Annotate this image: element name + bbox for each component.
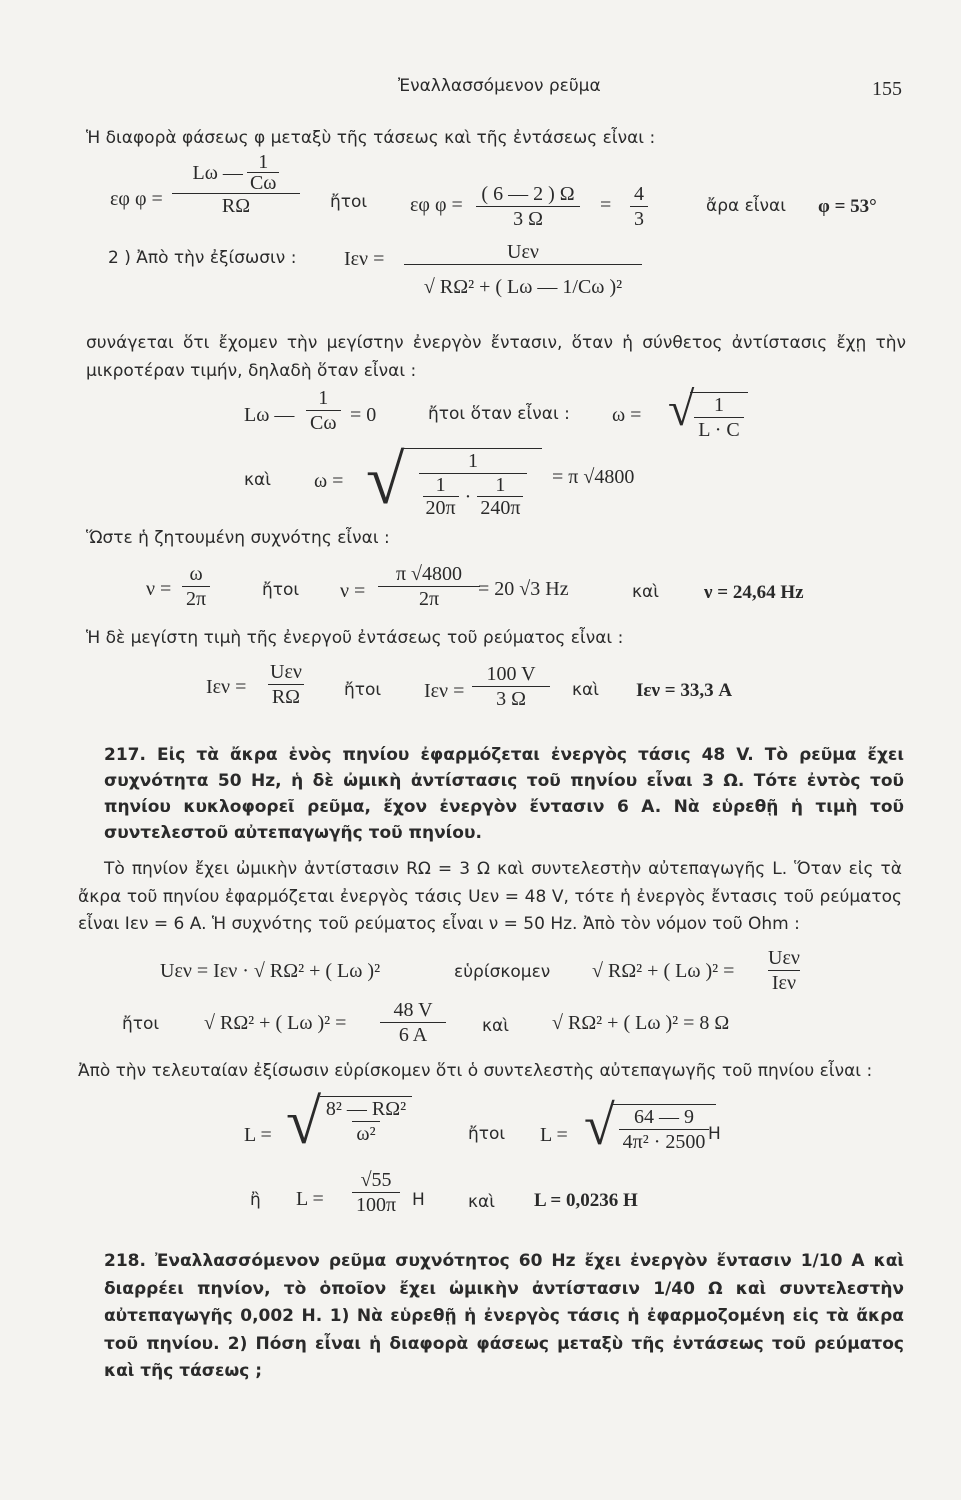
s3-sqrt-sign: √ <box>668 383 695 436</box>
s5-lhs: Iεν = <box>206 676 247 698</box>
s4-f1-num: ω <box>189 563 203 585</box>
s4-text: Ἡ δὲ μεγίστη τιμὴ τῆς ἐνεργοῦ ἐντάσεως τοῦ ρεύματος εἶναι : <box>86 628 624 648</box>
eq3-lhs: L = <box>244 1124 272 1146</box>
s1-eq: = <box>600 194 612 216</box>
s1-ara: ἄρα εἶναι <box>706 196 787 216</box>
eq1-rhs-a: √ RΩ² + ( Lω )² = <box>592 960 735 982</box>
s4-etoi: ἤτοι <box>262 580 300 600</box>
problem-217-text2: Ἀπὸ τὴν τελευταίαν ἐξίσωσιν εὑρίσκομεν ὅτι ὁ συντελεστὴς αὐτεπαγωγῆς τοῦ πηνίου εἶναι : <box>78 1061 873 1081</box>
s3-f-num: 1 <box>318 387 329 409</box>
s3-kai: καὶ <box>244 470 271 490</box>
s5-etoi: ἤτοι <box>344 680 382 700</box>
eq3-unit: H <box>708 1124 721 1144</box>
s3-sqrt-fraction <box>690 392 748 442</box>
s1-result: φ = 53° <box>818 196 877 217</box>
s3-omega2: ω = <box>314 470 344 492</box>
problem-217: 217. Εἰς τὰ ἄκρα ἑνὸς πηνίου ἐφαρμόζεται ἐνεργὸς τάσις 48 V. Τὸ ρεῦμα ἔχει συχνότητα 50 Hz, ἡ δὲ ὠμικὴ ἀντίστασις τοῦ πηνίου εἶναι 3 Ω. Τότε ἐντὸς τοῦ πηνίου κυκλοφορεῖ ρεῦμα, ἔχον ἐνεργὸν ἔντασιν 6 A. Νὰ εὑρεθῇ ἡ τιμὴ τοῦ συντελεστοῦ αὐτεπαγωγῆς τοῦ πηνίου. <box>104 745 904 843</box>
running-title: Ἐναλλασσόμενον ρεῦμα <box>398 76 601 96</box>
eq2-rhs: √ RΩ² + ( Lω )² = 8 Ω <box>552 1012 730 1034</box>
s3-big-fraction <box>404 448 542 519</box>
problem-217-solution: Τὸ πηνίον ἔχει ὠμικὴν ἀντίστασιν RΩ = 3 Ω καὶ συντελεστὴν αὐτεπαγωγῆς L. Ὅταν εἰς τὰ ἄκρα τοῦ πηνίου ἐφαρμόζεται ἐνεργὸς τάσις Uεν = 48 V, τότε ἡ ἐνεργὸς ἔντασις τοῦ ρεύματος εἶναι Iεν = 6 A. Ἡ συχνότης τοῦ ρεύματος εἶναι ν = 50 Hz. Ἀπὸ τὸν νόμον τοῦ Ohm : <box>78 859 902 934</box>
s1-lhs2: εφ φ = <box>410 194 463 216</box>
s4-f2-den: 2π <box>378 586 480 611</box>
eq2-etoi: ἤτοι <box>122 1014 160 1034</box>
s1-fraction-1 <box>172 152 300 218</box>
s3-big-sqrt-sign: √ <box>366 442 405 519</box>
s5-f1-den: RΩ <box>268 684 304 709</box>
s5-result: Iεν = 33,3 A <box>636 680 733 701</box>
problem-218: 218. Ἐναλλασσόμενον ρεῦμα συχνότητος 60 Hz ἔχει ἐνεργὸν ἔντασιν 1/10 A καὶ διαρρέει πηνίον, τὸ ὁποῖον ἔχει ὠμικὴν ἀντίστασιν 1/40 Ω καὶ συντελεστὴν αὐτεπαγωγῆς 0,002 H. 1) Νὰ εὑρεθῇ ἡ ἐνεργὸς τάσις ἡ ἐφαρμοζομένη εἰς τὰ ἄκρα τοῦ πηνίου. 2) Πόση εἶναι ἡ διαφορὰ φάσεως μεταξὺ τῆς ἐντάσεως τοῦ ρεύματος καὶ τῆς τάσεως ; <box>104 1251 904 1381</box>
s1-f1-num-a: Lω — <box>192 161 243 184</box>
s1-fraction-2 <box>476 182 580 231</box>
s3-big-num: 1 <box>404 448 542 473</box>
s4-kai: καὶ <box>632 582 659 602</box>
eq4-den: 100π <box>352 1192 400 1217</box>
s4-result: ν = 24,64 Hz <box>704 582 804 603</box>
s5-f1-num: Uεν <box>270 661 302 683</box>
s3-omega: ω = <box>612 404 642 426</box>
s2-fraction <box>404 240 642 299</box>
eq3-lhs2: L = <box>540 1124 568 1146</box>
s5-f2-num: 100 V <box>486 663 536 685</box>
s3-rhs: = π √4800 <box>552 466 635 488</box>
eq2-num: 48 V <box>393 999 433 1021</box>
eq3-den2: 4π² · 2500 <box>619 1129 710 1154</box>
s1-f3-den: 3 <box>630 206 648 231</box>
s1-f2-num: ( 6 — 2 ) Ω <box>481 183 575 205</box>
eq3-num: 8² — RΩ² <box>320 1096 412 1121</box>
s2-intro: 2 ) Ἀπὸ τὴν ἐξίσωσιν : <box>108 248 297 268</box>
s4-nu: ν = <box>146 578 172 600</box>
s3-sa-num: 1 <box>435 474 446 496</box>
s1-f1-den: RΩ <box>172 193 300 218</box>
eq4-lhs: L = <box>296 1188 324 1210</box>
eq1-rhs-fraction <box>764 946 804 995</box>
eq4-unit: H <box>412 1190 425 1210</box>
s1-f1-inner-num: 1 <box>258 151 269 173</box>
s4-fraction-2 <box>378 562 480 611</box>
s3-sa-den: 20π <box>423 496 459 519</box>
s3-sq-num: 1 <box>690 392 748 417</box>
s3-wste: Ὥστε ἡ ζητουμένη συχνότης εἶναι : <box>86 528 390 548</box>
s2-text: συνάγεται ὅτι ἔχομεν τὴν μεγίστην ἐνεργὸν ἔντασιν, ὅταν ἡ σύνθετος ἀντίστασις ἔχῃ τὴν μικροτέραν τιμήν, δηλαδὴ ὅταν εἶναι : <box>86 333 906 381</box>
eq3-fraction-2 <box>612 1104 716 1154</box>
s1-etoi: ἤτοι <box>330 192 368 212</box>
s5-lhs2: Iεν = <box>424 680 465 702</box>
page-number: 155 <box>872 78 902 100</box>
eq3-sqrt-sign: √ <box>286 1086 322 1157</box>
eq3-den: ω² <box>352 1121 379 1146</box>
s3-etoi: ἤτοι ὅταν εἶναι : <box>428 404 570 424</box>
eq1-mid: εὑρίσκομεν <box>454 962 551 982</box>
s1-f2-den: 3 Ω <box>476 206 580 231</box>
s3-fraction <box>306 386 341 435</box>
s1-fraction-3 <box>630 182 648 231</box>
s3-sb-num: 1 <box>495 474 506 496</box>
s4-f1-den: 2π <box>182 586 210 611</box>
s1-intro: Ἡ διαφορὰ φάσεως φ μεταξὺ τῆς τάσεως καὶ τῆς ἐντάσεως εἶναι : <box>86 128 656 148</box>
eq2-fraction <box>380 998 446 1047</box>
s1-f3-num: 4 <box>634 183 644 205</box>
s5-fraction-1 <box>266 660 306 709</box>
s3-lhs-a: Lω — <box>244 404 295 426</box>
s4-rhs: = 20 √3 Hz <box>478 578 569 600</box>
eq3-num2: 64 — 9 <box>612 1104 716 1129</box>
eq4-num: √55 <box>360 1169 392 1191</box>
s5-f2-den: 3 Ω <box>472 686 550 711</box>
eq3-sqrt-sign-2: √ <box>584 1095 615 1157</box>
eq4-fraction <box>352 1168 400 1217</box>
s3-f-den: Cω <box>306 410 341 435</box>
eq1-rhs-den: Iεν <box>768 970 800 995</box>
eq1-rhs-num: Uεν <box>768 947 800 969</box>
eq2-den: 6 A <box>380 1022 446 1047</box>
s4-nu2: ν = <box>340 580 366 602</box>
eq3-fraction <box>320 1096 412 1146</box>
s5-kai: καὶ <box>572 680 599 700</box>
eq2-kai: καὶ <box>482 1016 509 1036</box>
eq1-lhs: Uεν = Iεν · √ RΩ² + ( Lω )² <box>160 960 381 982</box>
s5-fraction-2 <box>472 662 550 711</box>
s3-sb-den: 240π <box>477 496 523 519</box>
s1-f1-inner-den: Cω <box>247 172 280 193</box>
s4-fraction-1 <box>182 562 210 611</box>
eq4-kai: καὶ <box>468 1192 495 1212</box>
eq4-result: L = 0,0236 H <box>534 1190 638 1211</box>
eq2-lhs: √ RΩ² + ( Lω )² = <box>204 1012 347 1034</box>
s3-dot: · <box>464 485 472 508</box>
s2-num: Uεν <box>507 241 539 263</box>
eq4-h: ἢ <box>250 1190 261 1210</box>
s4-f2-num: π √4800 <box>395 563 463 585</box>
s3-sq-den: L · C <box>694 417 743 442</box>
eq3-etoi: ἤτοι <box>468 1124 506 1144</box>
s3-eq0: = 0 <box>350 404 377 426</box>
s2-lhs: Iεν = <box>344 248 385 270</box>
s1-lhs: εφ φ = <box>110 188 163 210</box>
s2-den: √ RΩ² + ( Lω — 1/Cω )² <box>404 264 642 299</box>
